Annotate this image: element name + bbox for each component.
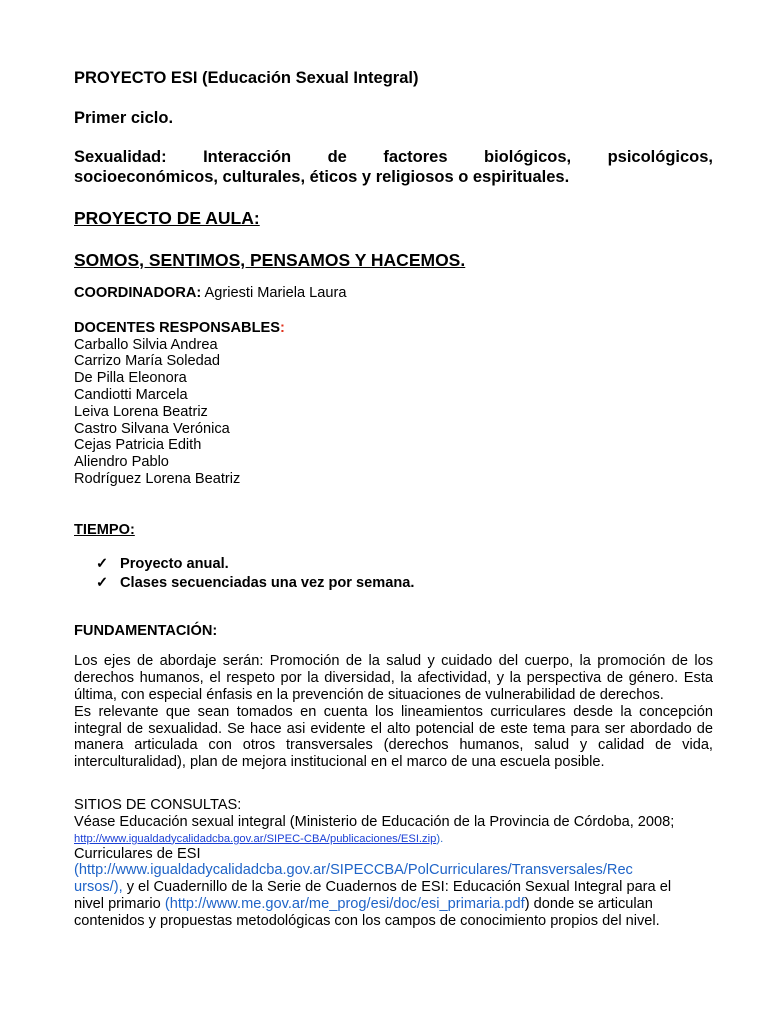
teacher-name: Aliendro Pablo: [74, 454, 169, 471]
teacher-name: De Pilla Eleonora: [74, 370, 187, 387]
tiempo-list: [74, 555, 713, 594]
tiempo-item-2: Clases secuenciadas una vez por semana.: [120, 575, 415, 592]
sitios-section: [74, 797, 713, 930]
cuadernillo-text: y el Cuadernillo de la Serie de Cuadernos de ESI: Educación Sexual Integral para el: [122, 879, 672, 896]
sexuality-line-2: socioeconómicos, culturales, éticos y religiosos o espirituales.: [74, 168, 570, 186]
curriculares-link-tail[interactable]: ursos/),: [74, 879, 123, 896]
list-item: [96, 574, 713, 594]
sexuality-line-1: Sexualidad: Interacción de factores biológicos, psicológicos,: [74, 148, 713, 166]
sexuality-definition: [74, 147, 713, 187]
sitios-heading: SITIOS DE CONSULTAS:: [74, 796, 242, 813]
teacher-name: Carballo Silvia Andrea: [74, 336, 218, 353]
nivel-text: nivel primario: [74, 895, 165, 912]
small-link-tail: ).: [436, 832, 444, 845]
fundamentacion-paragraph-1: Los ejes de abordaje serán: Promoción de la salud y cuidado del cuerpo, la promoción de los derechos humanos, el respeto por la diversidad, la afectividad, y la perspectiva de género. Esta última, con especial énfasis en la prevención de situaciones de vulnerabilidad de derechos.: [74, 653, 713, 703]
tiempo-heading: TIEMPO:: [74, 521, 135, 538]
teacher-name: Rodríguez Lorena Beatriz: [74, 470, 241, 487]
coordinator-line: [74, 285, 713, 302]
document-page: [74, 68, 713, 930]
checkmark-icon: ✓: [96, 555, 109, 572]
checkmark-icon: ✓: [96, 575, 109, 592]
coordinator-label: COORDINADORA:: [74, 285, 202, 301]
project-title: PROYECTO ESI (Educación Sexual Integral): [74, 69, 419, 87]
list-item: [96, 555, 713, 575]
teacher-name: Carrizo María Soledad: [74, 353, 221, 370]
last-line: contenidos y propuestas metodológicas con los campos de conocimiento propios del nivel.: [74, 912, 660, 929]
teacher-list: [74, 337, 713, 488]
fundamentacion-heading: FUNDAMENTACIÓN:: [74, 622, 218, 639]
teacher-name: Candiotti Marcela: [74, 386, 188, 403]
fundamentacion-paragraph-2: Es relevante que sean tomados en cuenta los lineamientos curriculares desde la concepción integral de sexualidad. Se hace asi evidente el alto potencial de este tema para ser abordado de manera articulada con otros transversales (derechos humanos, salud y calidad de vida, interculturalidad), plan de mejora institucional en el marco de una escuela posible.: [74, 703, 713, 771]
teacher-name: Castro Silvana Verónica: [74, 420, 230, 437]
teacher-name: Cejas Patricia Edith: [74, 437, 202, 454]
sitios-line-1: Véase Educación sexual integral (Ministerio de Educación de la Provincia de Córdoba, 2008;: [74, 813, 675, 830]
teachers-label: DOCENTES RESPONSABLES: [74, 319, 280, 336]
articulan-text: ) donde se articulan: [524, 895, 653, 912]
curriculares-link-line-1[interactable]: (http://www.igualdadycalidadcba.gov.ar/SIPECCBA/PolCurriculares/Transversales/Rec: [74, 862, 633, 879]
esi-zip-link[interactable]: http://www.igualdadycalidadcba.gov.ar/SIPEC-CBA/publicaciones/ESI.zip: [74, 832, 437, 845]
esi-primaria-link[interactable]: (http://www.me.gov.ar/me_prog/esi/doc/esi_primaria.pdf: [164, 895, 525, 912]
aula-title: PROYECTO DE AULA:: [74, 208, 260, 228]
teacher-name: Leiva Lorena Beatriz: [74, 403, 208, 420]
curriculares-line: Curriculares de ESI: [74, 845, 201, 862]
teachers-colon: :: [279, 319, 285, 336]
sitios-small-link-line: [74, 831, 713, 846]
tiempo-item-1: Proyecto anual.: [120, 555, 229, 572]
cycle-heading: Primer ciclo.: [74, 109, 174, 127]
teachers-heading: [74, 320, 713, 337]
motto-title: SOMOS, SENTIMOS, PENSAMOS Y HACEMOS.: [74, 250, 466, 270]
coordinator-name: Agriesti Mariela Laura: [204, 285, 347, 301]
nivel-line: [74, 896, 713, 913]
curriculares-link-line-2: [74, 879, 713, 896]
teachers-section: [74, 320, 713, 488]
